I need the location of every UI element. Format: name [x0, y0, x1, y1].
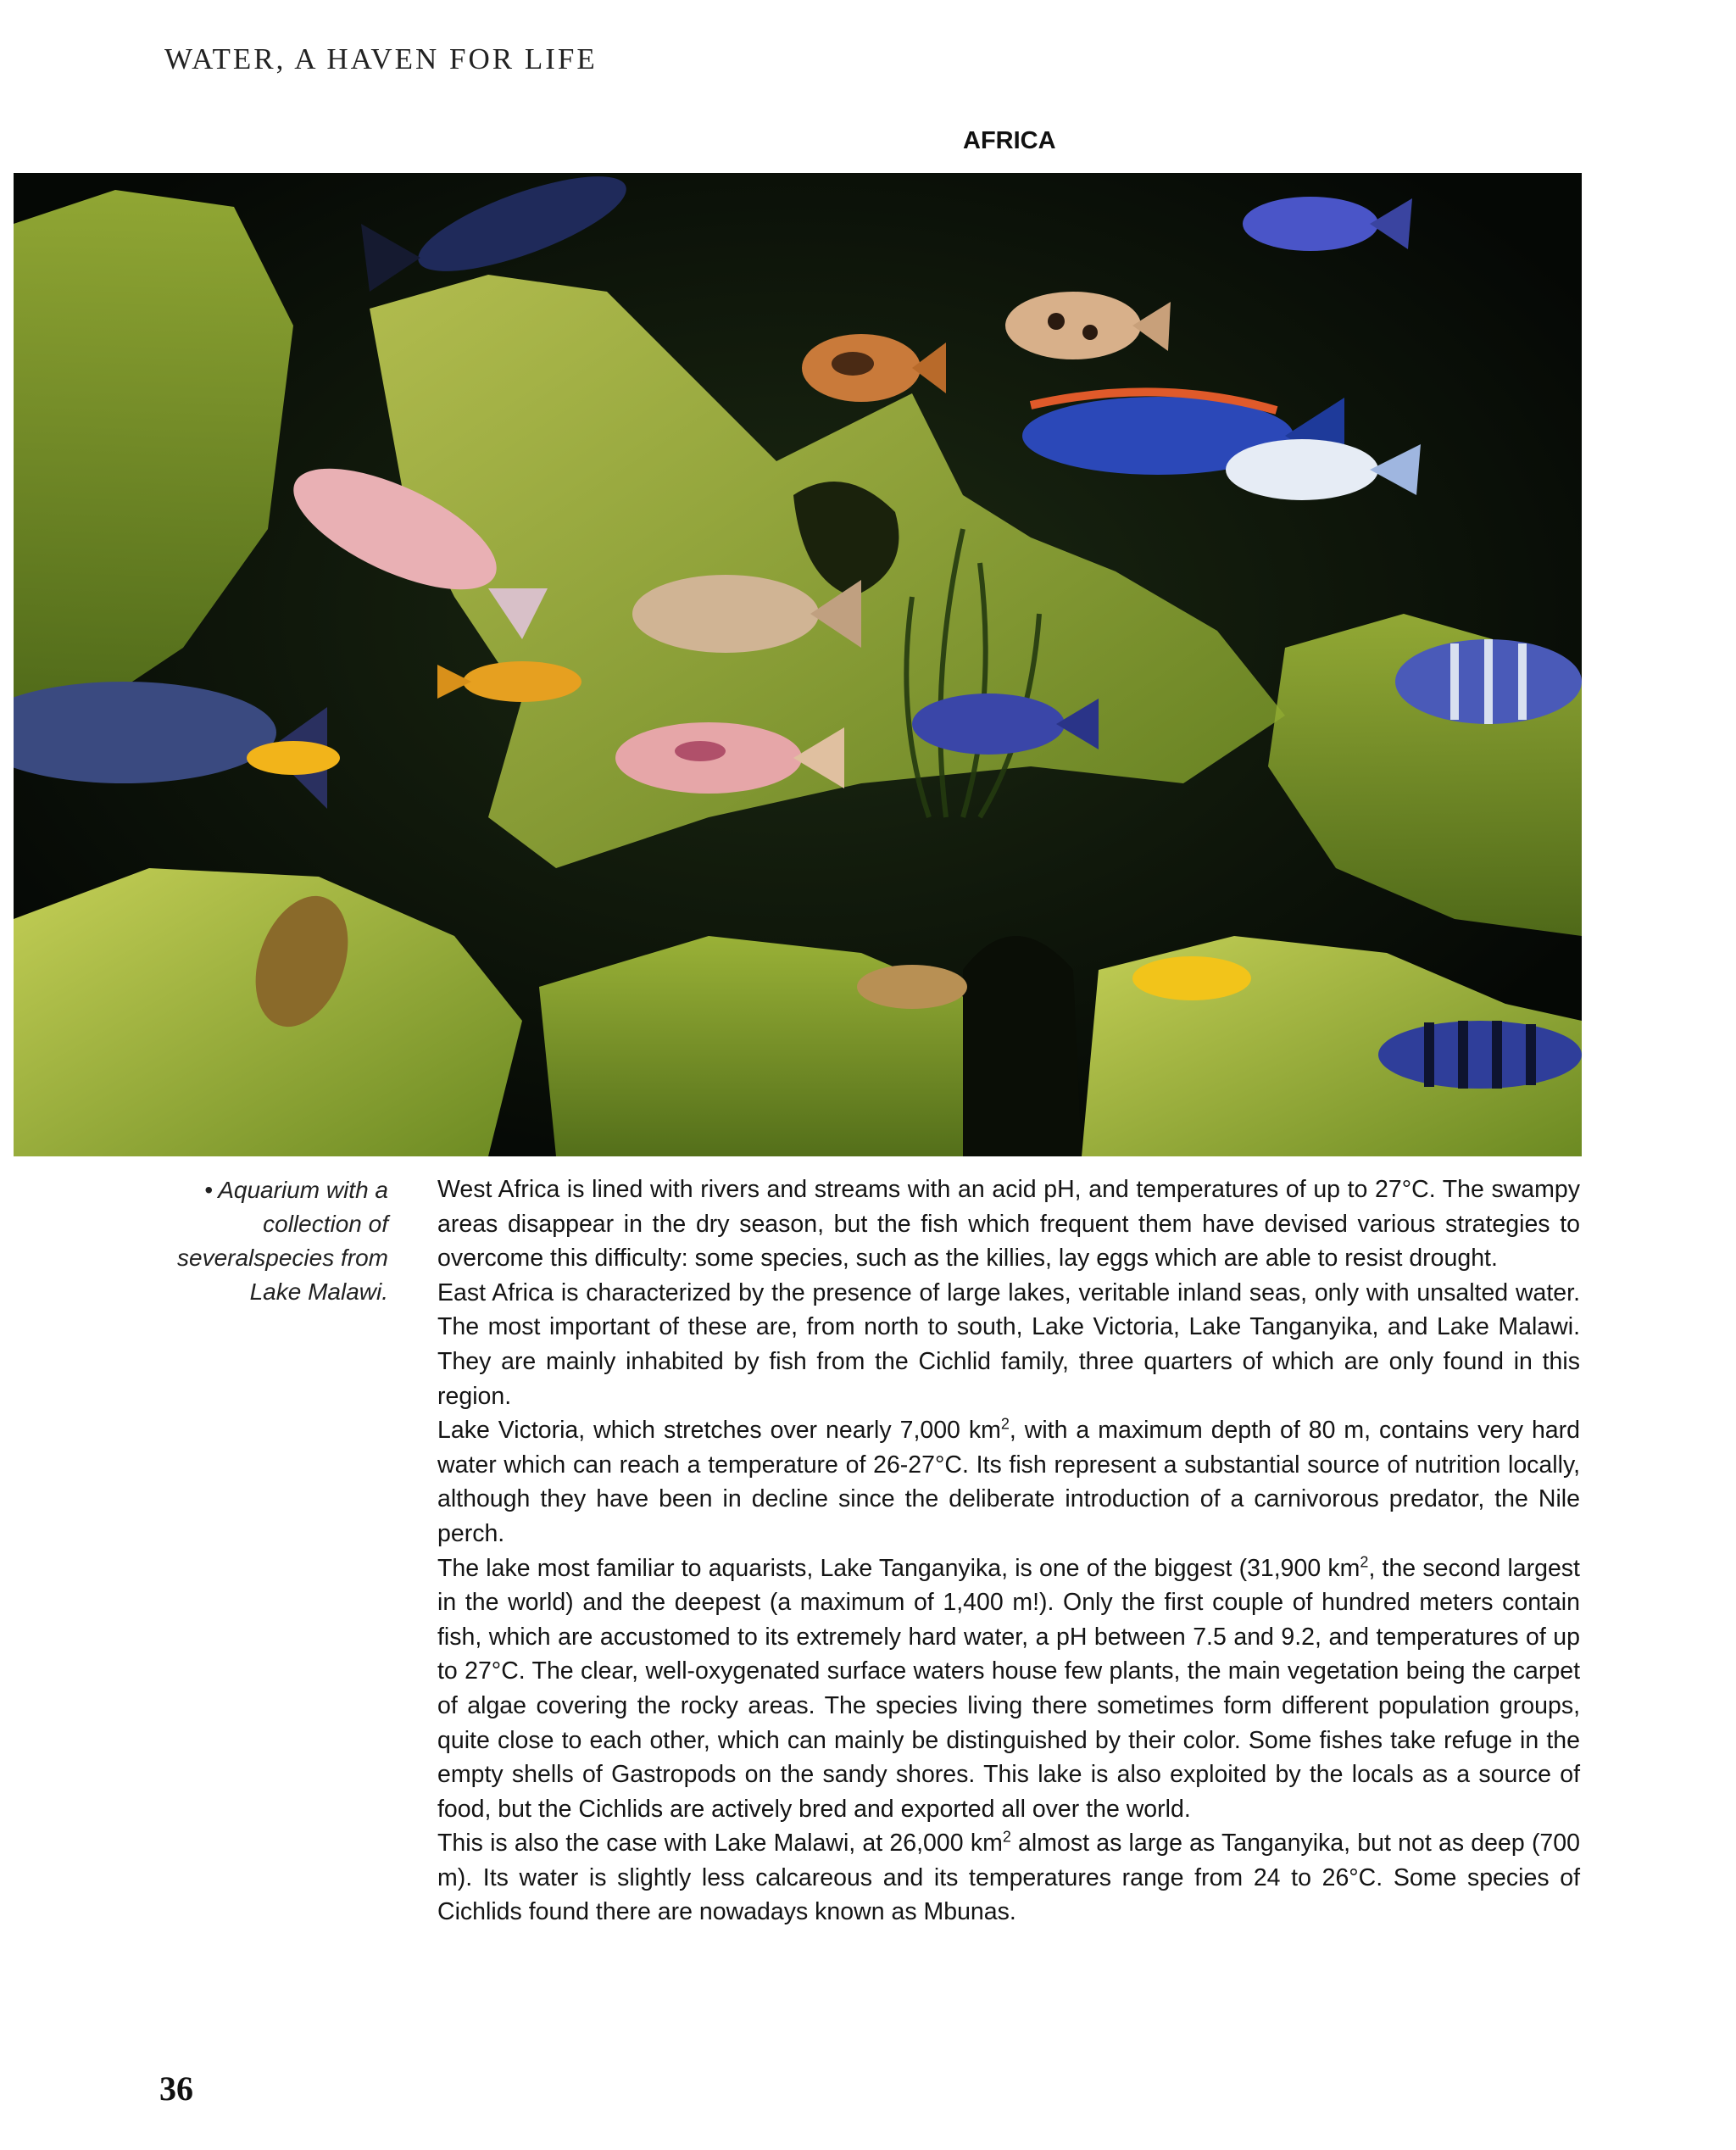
aquarium-photo	[14, 173, 1582, 1156]
fish-blue-white-bars	[1395, 639, 1582, 724]
running-head: WATER, A HAVEN FOR LIFE	[164, 42, 598, 75]
caption-text: Aquarium with a collection of severalspecies from Lake Malawi.	[177, 1177, 388, 1305]
paragraph-lake-malawi	[437, 1826, 1580, 1930]
paragraph-east-africa: East Africa is characterized by the presence of large lakes, veritable inland seas, only with unsalted water. The most important of these are, from north to south, Lake Victoria, Lake Tanganyika, and Lake Malawi. They are mainly inhabited by fish from the Cichlid family, three quarters of which are only found in this region.	[437, 1278, 1580, 1410]
p4-text-a: The lake most familiar to aquarists, Lake Tanganyika, is one of the biggest (31,900 km	[437, 1554, 1360, 1582]
fish-yellow-bottom	[1132, 956, 1251, 1000]
fish-yellow-mid	[247, 741, 340, 775]
p4-superscript: 2	[1360, 1553, 1369, 1571]
p4-text-b: , the second largest in the world) and the deepest (a maximum of 1,400 m!). Only the first couple of hundred meters contain fish, which are accustomed to its extremely hard water, a pH between 7.5 and 9.2, and temperatures of up to 27°C. The clear, well-oxygenated surface waters house few plants, the main vegetation being the carpet of algae covering the rocky areas. The species living there sometimes form different population groups, quite close to each other, which can mainly be distinguished by their color. Some fishes take refuge in the empty shells of Gastropods on the sandy shores. This lake is also exploited by the locals as a source of food, but the Cichlids are actively bred and exported all over the world.	[437, 1554, 1580, 1823]
p5-text-b: almost as large as Tanganyika, but not as deep (700 m). Its water is slightly less calcareous and its temperatures range from 24 to 26°C. Some species of Cichlids found there are nowadays known as Mbunas.	[437, 1830, 1580, 1926]
section-title: AFRICA	[963, 127, 1056, 154]
p3-superscript: 2	[1000, 1415, 1010, 1433]
fish-tan-bottom	[857, 965, 967, 1009]
rock-cave	[963, 936, 1082, 1156]
paragraph-west-africa: West Africa is lined with rivers and streams with an acid pH, and temperatures of up to 27°C. The swampy areas disappear in the dry season, but the fish which frequent them have devised various strategies to overcome this difficulty: some species, such as the killies, lay eggs which are able to resist drought.	[437, 1176, 1580, 1273]
p5-text-a: This is also the case with Lake Malawi, at 26,000 km	[437, 1830, 1003, 1858]
p3-text-b: , with a maximum depth of 80 m, contains very hard water which can reach a temperature of 26-27°C. Its fish represent a substantial source of nutrition locally, although they have been in decline since the deliberate introduction of a carnivorous predator, the Nile perch.	[437, 1417, 1580, 1547]
figure-caption	[153, 1173, 388, 1309]
body-text	[437, 1172, 1580, 1930]
p3-text-a: Lake Victoria, which stretches over nearly 7,000 km	[437, 1417, 1001, 1445]
paragraph-lake-tanganyika	[437, 1551, 1580, 1827]
aquarium-illustration	[14, 173, 1582, 1156]
fish-blue-bottom-right	[1378, 1021, 1582, 1089]
paragraph-lake-victoria	[437, 1413, 1580, 1551]
caption-bullet: •	[204, 1177, 214, 1203]
page-number: 36	[159, 2069, 193, 2108]
p5-superscript: 2	[1002, 1828, 1011, 1846]
